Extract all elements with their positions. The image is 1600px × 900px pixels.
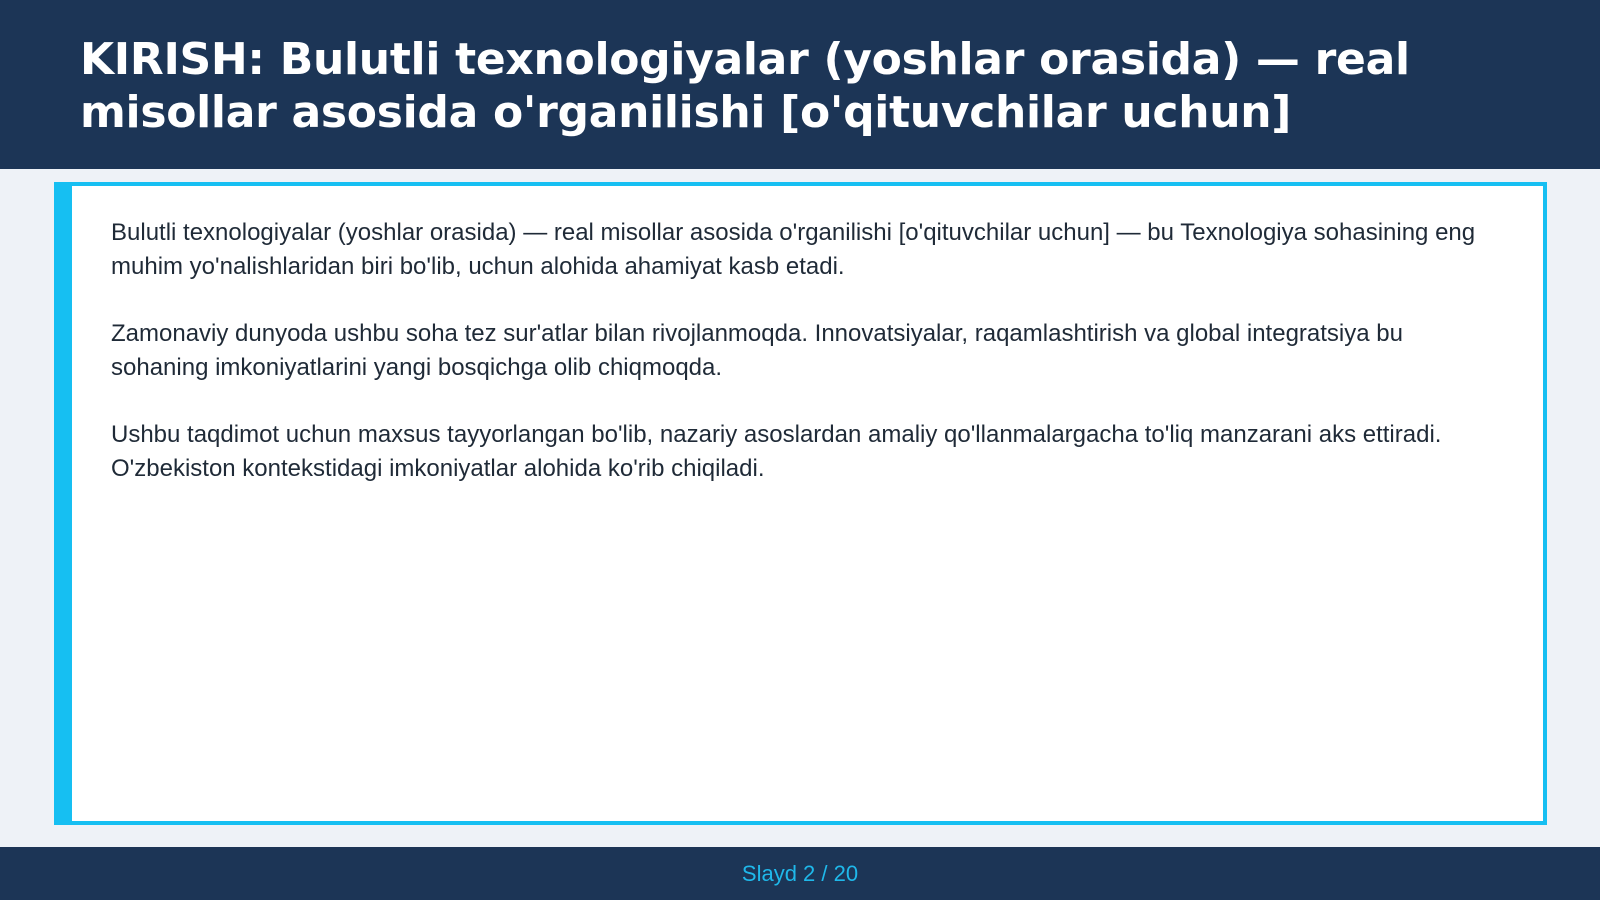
slide-counter: Slayd 2 / 20 <box>741 860 859 886</box>
slide-title: KIRISH: Bulutli texnologiyalar (yoshlar orasida) — real misollar asosida o'rganilishi [o'qituvchilar uchun] <box>80 34 1410 138</box>
slide-footer <box>0 847 1600 900</box>
paragraph-presentation-purpose: Ushbu taqdimot uchun maxsus tayyorlangan bo'lib, nazariy asoslardan amaliy qo'llanmalargacha to'liq manzarani aks ettiradi. O'zbekiston kontekstidagi imkoniyatlar alohida ko'rib chiqiladi. <box>111 421 1442 482</box>
slide-header <box>0 0 1600 169</box>
content-card <box>54 182 1547 825</box>
paragraph-intro: Bulutli texnologiyalar (yoshlar orasida) — real misollar asosida o'rganilishi [o'qituvchilar uchun] — bu Texnologiya sohasining eng muhim yo'nalishlaridan biri bo'lib, uchun alohida ahamiyat kasb etadi. <box>111 219 1476 280</box>
paragraph-modern-world: Zamonaviy dunyoda ushbu soha tez sur'atlar bilan rivojlanmoqda. Innovatsiyalar, raqamlashtirish va global integratsiya bu sohaning imkoniyatlarini yangi bosqichga olib chiqmoqda. <box>111 320 1403 381</box>
